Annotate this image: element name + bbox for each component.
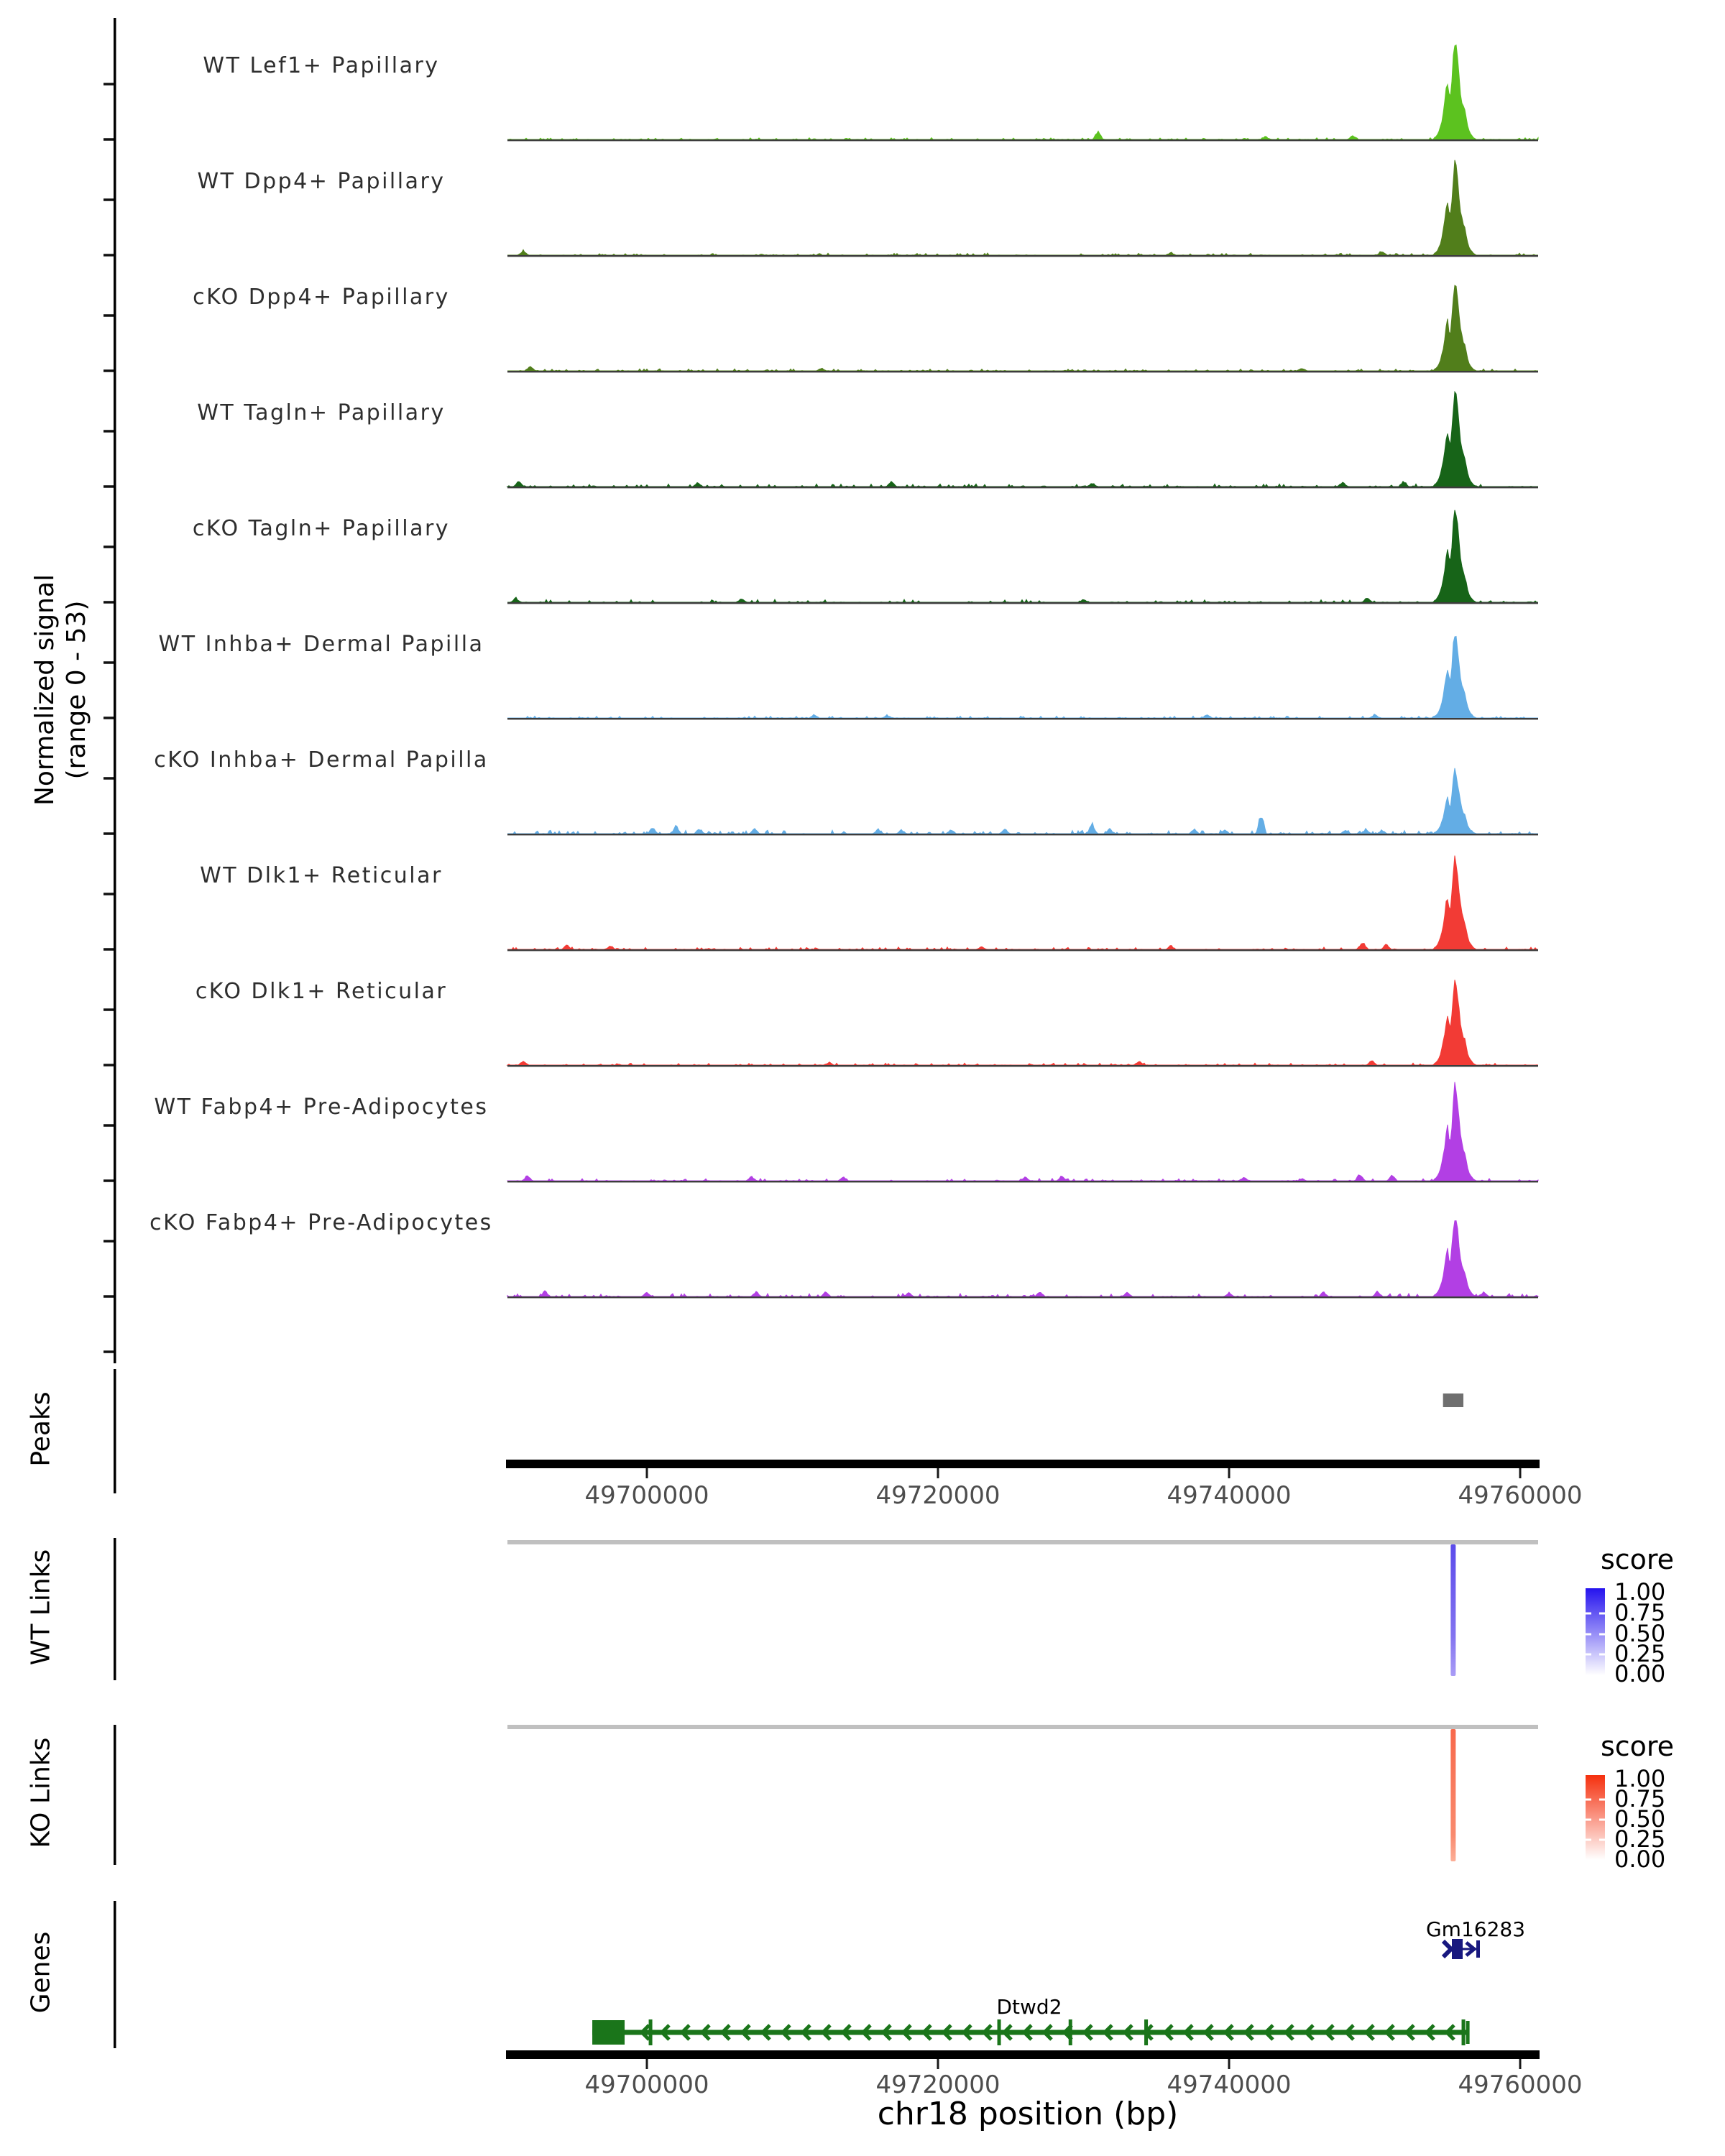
genome-axis-tick-1 [937, 2059, 939, 2069]
track-label-8: cKO Dlk1+ Reticular [195, 979, 448, 1004]
wt-legend-notch-l3 [1586, 1654, 1591, 1656]
wt-legend-label-2: 0.50 [1614, 1620, 1666, 1647]
peaks-bracket [114, 1369, 116, 1493]
genome-axis-tick-label-1: 49720000 [875, 1481, 1000, 1510]
ko-legend-notch-l2 [1586, 1819, 1591, 1821]
coverage-area-track-9 [507, 1082, 1538, 1181]
track-baseline-0 [507, 139, 1538, 141]
signal-axis-tick-9 [104, 601, 114, 604]
wt-legend-notch-r3 [1599, 1654, 1605, 1656]
wt-legend-notch-l1 [1586, 1613, 1591, 1615]
gene-glyph-dtwd2 [592, 2019, 1470, 2045]
signal-axis-tick-7 [104, 485, 114, 488]
signal-axis-tick-15 [104, 948, 114, 951]
signal-axis-line [114, 18, 116, 1363]
genes-panel-label: Genes [26, 1931, 56, 2014]
wt-links-panel-label: WT Links [26, 1549, 56, 1666]
ko-legend-notch-l3 [1586, 1839, 1591, 1841]
track-baseline-7 [507, 949, 1538, 951]
wt-legend-notch-r2 [1599, 1634, 1605, 1636]
coverage-area-track-5 [507, 637, 1538, 719]
ko-legend-label-3: 0.25 [1614, 1825, 1666, 1853]
track-baseline-9 [507, 1181, 1538, 1182]
genome-axis-tick-label-2: 49740000 [1167, 2070, 1292, 2099]
track-baseline-1 [507, 255, 1538, 257]
signal-axis-title [29, 438, 93, 941]
dtwd2-exon-tick-2 [1069, 2019, 1072, 2045]
signal-axis-tick-3 [104, 254, 114, 257]
track-baseline-3 [507, 487, 1538, 488]
track-baseline-6 [507, 834, 1538, 835]
ko-links-top-line [507, 1725, 1538, 1729]
ko-legend-notch-r2 [1599, 1819, 1605, 1821]
genome-axis-tick-label-0: 49700000 [584, 1481, 709, 1510]
ko-legend-label-0: 1.00 [1614, 1765, 1666, 1792]
track-baseline-10 [507, 1296, 1538, 1298]
genome-axis-tick-2 [1228, 1468, 1230, 1478]
coverage-area-track-2 [507, 285, 1538, 371]
genome-axis-bar [506, 2050, 1540, 2059]
genome-axis-tick-label-2: 49740000 [1167, 1481, 1292, 1510]
signal-axis-tick-5 [104, 369, 114, 372]
wt-link-line [1450, 1544, 1455, 1676]
peaks-panel-label: Peaks [26, 1391, 56, 1467]
coverage-area-track-8 [507, 980, 1538, 1066]
genes-bracket [114, 1901, 116, 2048]
track-label-5: WT Inhba+ Dermal Papilla [158, 632, 484, 657]
wt-legend-label-4: 0.00 [1614, 1660, 1666, 1687]
genome-axis-tick-0 [646, 2059, 648, 2069]
wt-legend-label-1: 0.75 [1614, 1599, 1666, 1626]
genome-axis-tick-1 [937, 1468, 939, 1478]
dtwd2-exon-tick-1 [998, 2019, 1001, 2045]
genome-axis-tick-3 [1519, 2059, 1522, 2069]
gene-glyph-gm16283 [1443, 1939, 1480, 1959]
gene-label-dtwd2: Dtwd2 [996, 1995, 1062, 2019]
coverage-area-track-7 [507, 856, 1538, 949]
signal-axis-tick-10 [104, 661, 114, 664]
signal-axis-tick-13 [104, 832, 114, 835]
genome-axis-tick-3 [1519, 1468, 1522, 1478]
coverage-area-track-4 [507, 510, 1538, 602]
ko-legend-gradient-bar [1586, 1775, 1605, 1860]
signal-axis-title-line1: Normalized signal [30, 573, 60, 806]
signal-axis-tick-20 [104, 1240, 114, 1243]
track-label-2: cKO Dpp4+ Papillary [193, 285, 450, 310]
signal-axis-tick-21 [104, 1295, 114, 1298]
track-baseline-2 [507, 371, 1538, 372]
dtwd2-exon-tick-0 [649, 2019, 653, 2045]
signal-axis-title-line2: (range 0 - 53) [62, 600, 91, 780]
genome-axis-tick-label-0: 49700000 [584, 2070, 709, 2099]
track-label-10: cKO Fabp4+ Pre-Adipocytes [150, 1210, 493, 1235]
genome-axis-title: chr18 position (bp) [877, 2096, 1179, 2132]
signal-axis-tick-22 [104, 1350, 114, 1353]
signal-axis-tick-11 [104, 717, 114, 719]
wt-links-top-line [507, 1540, 1538, 1544]
wt-legend-label-0: 1.00 [1614, 1578, 1666, 1606]
dtwd2-exon-tick-3 [1144, 2019, 1148, 2045]
coverage-area-track-3 [507, 392, 1538, 487]
track-baseline-4 [507, 602, 1538, 604]
ko-links-panel-label: KO Links [26, 1737, 56, 1848]
ko-legend-label-2: 0.50 [1614, 1805, 1666, 1833]
track-label-9: WT Fabp4+ Pre-Adipocytes [154, 1095, 489, 1120]
ko-legend-label-4: 0.00 [1614, 1846, 1666, 1873]
ko-legend-notch-l1 [1586, 1799, 1591, 1801]
coverage-area-track-6 [507, 768, 1538, 834]
signal-axis-tick-2 [104, 198, 114, 201]
wt-legend-label-3: 0.25 [1614, 1640, 1666, 1667]
signal-axis-tick-18 [104, 1124, 114, 1127]
signal-axis-tick-14 [104, 893, 114, 895]
genome-axis-tick-label-3: 49760000 [1458, 1481, 1583, 1510]
track-label-3: WT Tagln+ Papillary [197, 400, 446, 425]
track-baseline-8 [507, 1065, 1538, 1067]
genome-axis-tick-label-3: 49760000 [1458, 2070, 1583, 2099]
coverage-area-track-1 [507, 160, 1538, 255]
track-label-1: WT Dpp4+ Papillary [197, 169, 446, 194]
track-baseline-5 [507, 718, 1538, 719]
genome-axis-tick-2 [1228, 2059, 1230, 2069]
dtwd2-exon-tick-4 [1462, 2019, 1466, 2045]
wt-legend-gradient-bar [1586, 1588, 1605, 1675]
track-label-4: cKO Tagln+ Papillary [192, 516, 451, 541]
genome-axis-bar [506, 1460, 1540, 1468]
signal-axis-tick-16 [104, 1008, 114, 1011]
ko-legend-notch-r3 [1599, 1839, 1605, 1841]
wt-links-bracket [114, 1538, 116, 1680]
track-label-7: WT Dlk1+ Reticular [200, 863, 443, 888]
signal-axis-tick-0 [104, 83, 114, 86]
signal-axis-tick-8 [104, 545, 114, 548]
peak-box-0 [1443, 1393, 1463, 1407]
signal-axis-tick-19 [104, 1179, 114, 1182]
track-label-6: cKO Inhba+ Dermal Papilla [154, 747, 489, 773]
signal-axis-tick-4 [104, 314, 114, 317]
ko-score-legend-title: score [1600, 1731, 1675, 1762]
wt-legend-notch-l2 [1586, 1634, 1591, 1636]
ko-link-line [1450, 1729, 1455, 1861]
ko-legend-label-1: 0.75 [1614, 1785, 1666, 1812]
genome-axis-tick-label-1: 49720000 [875, 2070, 1000, 2099]
wt-legend-notch-r1 [1599, 1613, 1605, 1615]
signal-axis-tick-6 [104, 430, 114, 433]
coverage-area-track-0 [507, 45, 1538, 139]
signal-axis-tick-1 [104, 138, 114, 141]
ko-legend-notch-r1 [1599, 1799, 1605, 1801]
wt-score-legend-title: score [1600, 1544, 1675, 1575]
signal-axis-tick-17 [104, 1064, 114, 1067]
ko-links-bracket [114, 1725, 116, 1865]
genome-axis-tick-0 [646, 1468, 648, 1478]
track-label-0: WT Lef1+ Papillary [203, 53, 440, 78]
coverage-area-track-10 [507, 1221, 1538, 1296]
signal-axis-tick-12 [104, 777, 114, 780]
gene-label-gm16283: Gm16283 [1425, 1917, 1526, 1941]
